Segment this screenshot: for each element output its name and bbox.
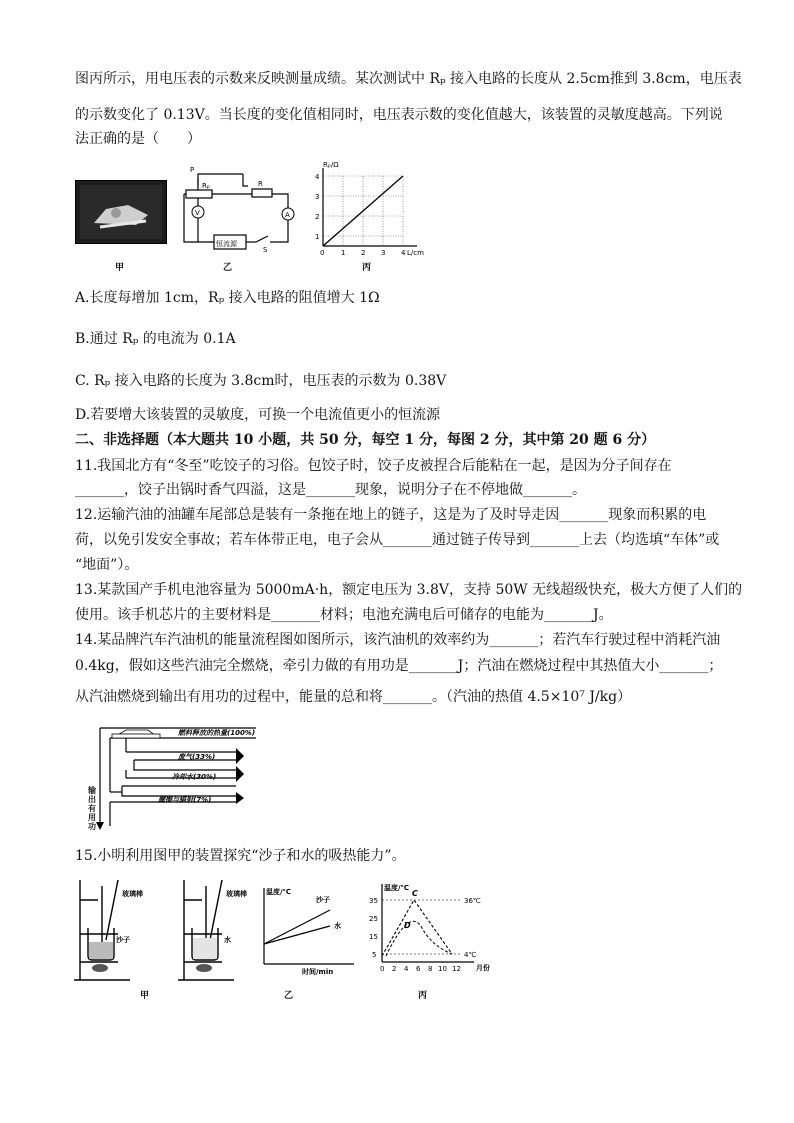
photo-jia [75,180,167,244]
sand-fill [89,942,113,959]
q15-line-1: 15.小明利用图甲的装置探究“沙子和水的吸热能力”。 [75,848,406,864]
max-temp-label: 36℃ [464,897,481,905]
option-b: B.通过 Rₚ 的电流为 0.1A [75,331,236,347]
apparatus-water [174,876,264,986]
intro-line-1: 图丙所示，用电压表的示数来反映测量成绩。某次测试中 Rₚ 接入电路的长度从 2.5cm推到 3.8cm，电压表 [75,71,742,87]
figure-bottom [70,876,500,1004]
q14-line-1: 14.某品牌汽车汽油机的能量流程图如图所示，该汽油机的效率约为_______；若汽车行驶过程中消耗汽油 [75,632,721,648]
rp-resistor [186,190,212,198]
ytick: 3 [315,193,320,201]
q12-line-3: “地面”）。 [75,557,139,573]
ytick: 4 [315,173,320,181]
ytick: 5 [372,951,377,959]
water-label: 水 [224,936,231,944]
photo-jia-graphic [76,181,166,243]
water-fill [193,938,217,959]
graph-ylabel: Rₚ/Ω [323,161,339,169]
q14-line-2: 0.4kg，假如这些汽油完全燃烧，牵引力做的有用功是_______J；汽油在燃烧过程中其热值大小_______； [75,658,723,674]
rod-label-2: 玻璃棒 [226,890,247,898]
ytick: 15 [369,933,378,941]
xtick: 0 [320,249,325,256]
burner-icon [92,964,108,972]
energy-flow-diagram [86,722,276,834]
burner-icon [196,964,212,972]
waste-gas-label: 废气(33%) [178,753,216,761]
q13-line-2: 使用。该手机芯片的主要材料是_______材料；电池充满电后可储存的电能为_______J。 [75,607,613,623]
graph-b-water-label: 水 [334,922,341,930]
switch-s [256,236,268,242]
r-label: R [258,180,263,188]
graph-c-xlabel: 月份 [476,964,490,972]
xtick: 0 [380,965,385,973]
ytick: 1 [315,233,320,241]
ytick: 35 [369,897,378,905]
q11-line-1: 11.我国北方有“冬至”吃饺子的习俗。包饺子时，饺子皮被捏合后能粘在一起，是因为分子间存在 [75,458,672,474]
xtick: 2 [361,249,366,256]
xtick: 10 [438,965,447,973]
min-temp-label: 4℃ [464,951,477,959]
caption-bing: 丙 [362,263,372,273]
caption-bing-2: 丙 [418,991,428,1001]
sand-label: 沙子 [116,936,130,944]
point-d-label: D [404,921,411,930]
xtick: 6 [416,965,421,973]
circuit-diagram [178,162,300,252]
temp-time-graph [256,880,360,976]
cooling-label: 冷却水(30%) [172,773,217,781]
option-d: D.若要增大该装置的灵敏度，可换一个电流值更小的恒流源 [75,407,441,423]
car-icon [112,730,160,738]
r-resistor [252,189,272,197]
option-a: A.长度每增加 1cm，Rₚ 接入电路的阻值增大 1Ω [75,290,380,306]
caption-yi-2: 乙 [284,991,294,1001]
energy-top-label: 燃料释放的热量(100%) [178,729,256,737]
xtick: 1 [341,249,346,256]
caption-jia: 甲 [115,263,125,273]
graph-c-ylabel: 温度/℃ [384,884,410,892]
intro-line-3: 法正确的是（ ） [75,131,201,147]
xtick: 3 [381,249,386,256]
xtick: 4 [401,249,406,256]
point-c-label: C [412,889,418,898]
friction-label: 摩擦与辐射(7%) [158,796,212,804]
arrow-waste-gas-icon [236,748,244,764]
ytick: 2 [315,213,320,221]
water-line [264,926,330,944]
xtick: 2 [392,965,397,973]
output-label: 输出有用功 [88,785,96,831]
graph-b-sand-label: 沙子 [316,896,330,904]
graph-xlabel: L/cm [407,249,424,256]
sand-line [264,910,330,944]
voltmeter-label: V [195,209,200,217]
caption-yi: 乙 [223,263,233,273]
rod-label-1: 玻璃棒 [122,890,143,898]
q11-line-2: _______，饺子出锅时香气四溢，这是_______现象，说明分子在不停地做_______。 [75,482,586,498]
xtick: 8 [428,965,433,973]
q14-line-3: 从汽油燃烧到输出有用功的过程中，能量的总和将_______。（汽油的热值 4.5×10⁷ J/kg） [75,689,632,705]
xtick: 12 [452,965,461,973]
ytick: 25 [369,915,378,923]
q12-line-2: 荷，以免引发安全事故；若车体带正电，电子会从_______通过链子传导到_______上去（均选填“车体”或 [75,532,720,548]
q13-line-1: 13.某款国产手机电池容量为 5000mA·h，额定电压为 3.8V，支持 50W 无线超级快充，极大方便了人们的 [75,582,743,598]
intro-line-2: 的示数变化了 0.13V。当长度的变化值相同时，电压表示数的变化值越大，该装置的灵敏度越高。下列说 [75,107,723,123]
figure-top [75,160,435,272]
source-label: 恒流源 [216,240,237,248]
caption-jia-2: 甲 [140,991,150,1001]
apparatus-sand [70,876,160,986]
q12-line-1: 12.运输汽油的油罐车尾部总是装有一条拖在地上的链子，这是为了及时导走因_______现象而积累的电 [75,507,707,523]
rp-length-graph [309,160,437,256]
temp-month-graph [366,876,500,980]
switch-label: S [263,246,268,252]
slider-p-label: P [190,166,195,174]
ammeter-label: A [285,211,290,219]
xtick: 4 [404,965,409,973]
section-2-heading: 二、非选择题（本大题共 10 小题，共 50 分，每空 1 分，每图 2 分，其中第 20 题 6 分） [75,432,656,448]
curve-d [386,921,452,956]
option-c: C. Rₚ 接入电路的长度为 3.8cm时，电压表的示数为 0.38V [75,373,447,389]
arrow-friction-icon [236,792,244,804]
arrow-cooling-icon [236,766,244,782]
rp-label: Rₚ [202,182,210,190]
curve-c [382,900,452,956]
graph-b-ylabel: 温度/℃ [266,888,292,896]
graph-b-xlabel: 时间/min [302,968,334,976]
